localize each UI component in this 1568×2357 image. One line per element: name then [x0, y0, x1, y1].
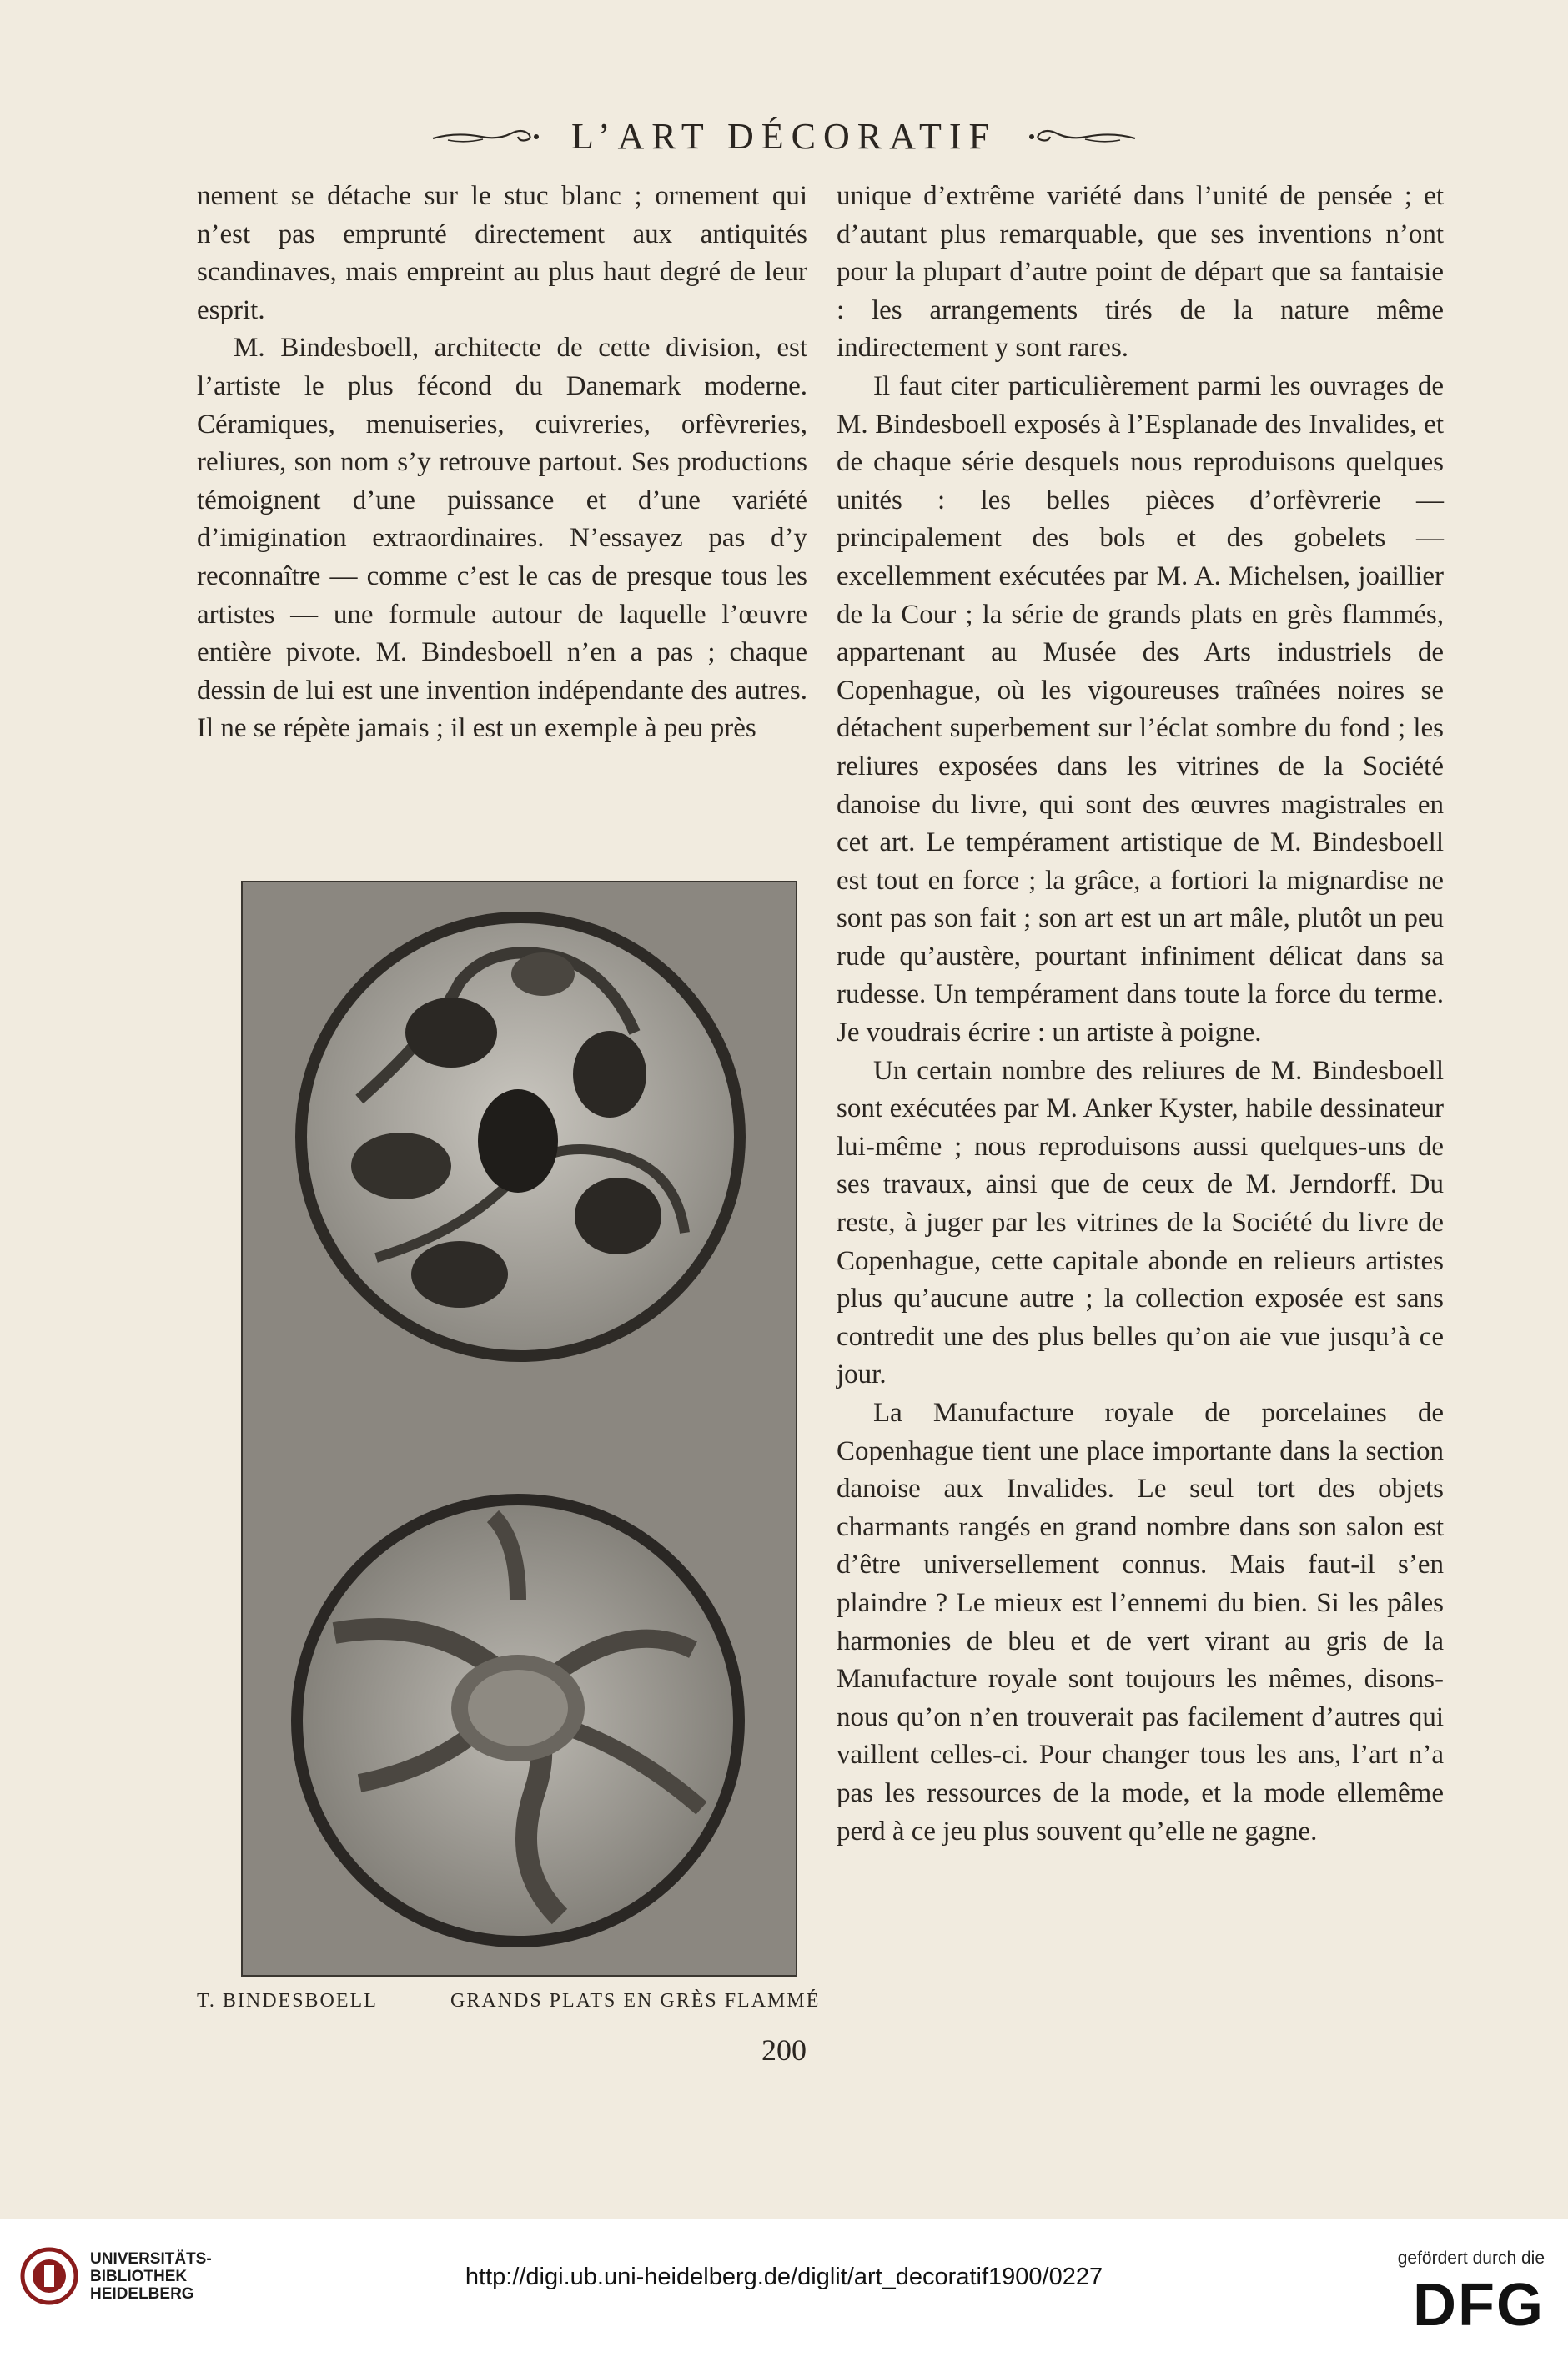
stoneware-plates-photo	[241, 881, 797, 1977]
figure-caption-title: GRANDS PLATS EN GRÈS FLAMMÉ	[450, 1990, 821, 2012]
running-header	[0, 112, 1568, 158]
paragraph: nement se détache sur le stuc blanc ; ornement qui n’est pas emprunté directement aux antiquités scandinaves, mais empreint au plus haut degré de leur esprit.	[197, 181, 807, 325]
right-text-column	[837, 178, 1444, 1851]
paragraph: La Manufacture royale de porcelaines de Copenhague tient une place importante dans la section danoise aux Invalides. Le seul tort des objets charmants rangés en grand nombre dans son salon est d’être universellement connus. Mais faut-il s’en plaindre ? Le mieux est l’ennemi du bien. Si les pâles harmonies de bleu et de vert virant au gris de la Manufacture royale sont toujours les mêmes, disons-nous qu’on n’en trouverait pas facilement d’autres qui vaillent celles-ci. Pour changer tous les ans, l’art n’a pas les ressources de la mode, et la mode ellemême perd à ce jeu plus souvent qu’elle ne gagne.	[837, 1398, 1444, 1847]
page-number: 200	[761, 2033, 807, 2067]
header-title: L’ART DÉCORATIF	[570, 116, 998, 158]
permalink-url[interactable]: http://digi.ub.uni-heidelberg.de/diglit/art_decoratif1900/0227	[465, 2264, 1103, 2290]
paragraph: Un certain nombre des reliures de M. Bindesboell sont exécutées par M. Anker Kyster, habile dessinateur lui-même ; nous reproduisons aussi quelques-uns de ses travaux, ainsi que de ceux de M. Jerndorff. Du reste, à juger par les vitrines de la Société du livre de Copenhague, cette capitale abonde en relieurs artistes plus qu’aucune autre ; la collection exposée est sans contredit une des plus belles qu’on aie vue jusqu’à ce jour.	[837, 1055, 1444, 1390]
sponsor-label: gefördert durch die	[1397, 2249, 1545, 2268]
library-name: UNIVERSITÄTS- BIBLIOTHEK HEIDELBERG	[90, 2250, 212, 2303]
left-scroll-ornament-icon	[431, 127, 540, 147]
lower-plate	[291, 1494, 745, 1947]
left-text-column	[197, 178, 807, 748]
figure-caption-artist: T. BINDESBOELL	[197, 1990, 378, 2012]
paragraph: Il faut citer particulièrement parmi les ouvrages de M. Bindesboell exposés à l’Esplanade des Invalides, et de chaque série desquels nous reproduisons quelques unités : les belles pièces d’orfèvrerie — principalement des bols et des gobelets — excellemment exécutées par M. A. Michelsen, joaillier de la Cour ; la série de grands plats en grès flammés, appartenant au Musée des Arts industriels de Copenhague, où les vigoureuses traînées noires se détachent superbement sur l’éclat sombre du fond ; les reliures exposées dans les vitrines de la Société danoise du livre, qui sont des œuvres magistrales en cet art. Le tempérament artistique de M. Bindesboell est tout en force ; la grâce, a fortiori la mignardise ne sont pas son fait ; son art est un art mâle, plutôt un peu rude qu’austère, pourtant infiniment délicat dans sa rudesse. Un tempérament dans toute la force du terme. Je voudrais écrire : un artiste à poigne.	[837, 370, 1444, 1048]
right-scroll-ornament-icon	[1028, 127, 1137, 147]
paragraph: M. Bindesboell, architecte de cette division, est l’artiste le plus fécond du Danemark moderne. Céramiques, menuiseries, cuivreries, orfèvreries, reliures, son nom s’y retrouve partout. Ses productions témoignent d’une puissance et d’une variété d’imigination extraordinaires. N’essayez pas d’y reconnaître — comme c’est le cas de presque tous les artistes — une formule autour de laquelle l’œuvre entière pivote. M. Bindesboell n’en a pas ; chaque dessin de lui est une invention indépendante des autres. Il ne se répète jamais ; il est un exemple à peu près	[197, 333, 807, 744]
upper-plate	[295, 912, 746, 1362]
dfg-logo: DFG	[1413, 2272, 1545, 2339]
paragraph: unique d’extrême variété dans l’unité de pensée ; et d’autant plus remarquable, que ses inventions n’ont pour la plupart d’autre point de départ que sa fantaisie : les arrangements tirés de la nature même indirectement y sont rares.	[837, 181, 1444, 364]
